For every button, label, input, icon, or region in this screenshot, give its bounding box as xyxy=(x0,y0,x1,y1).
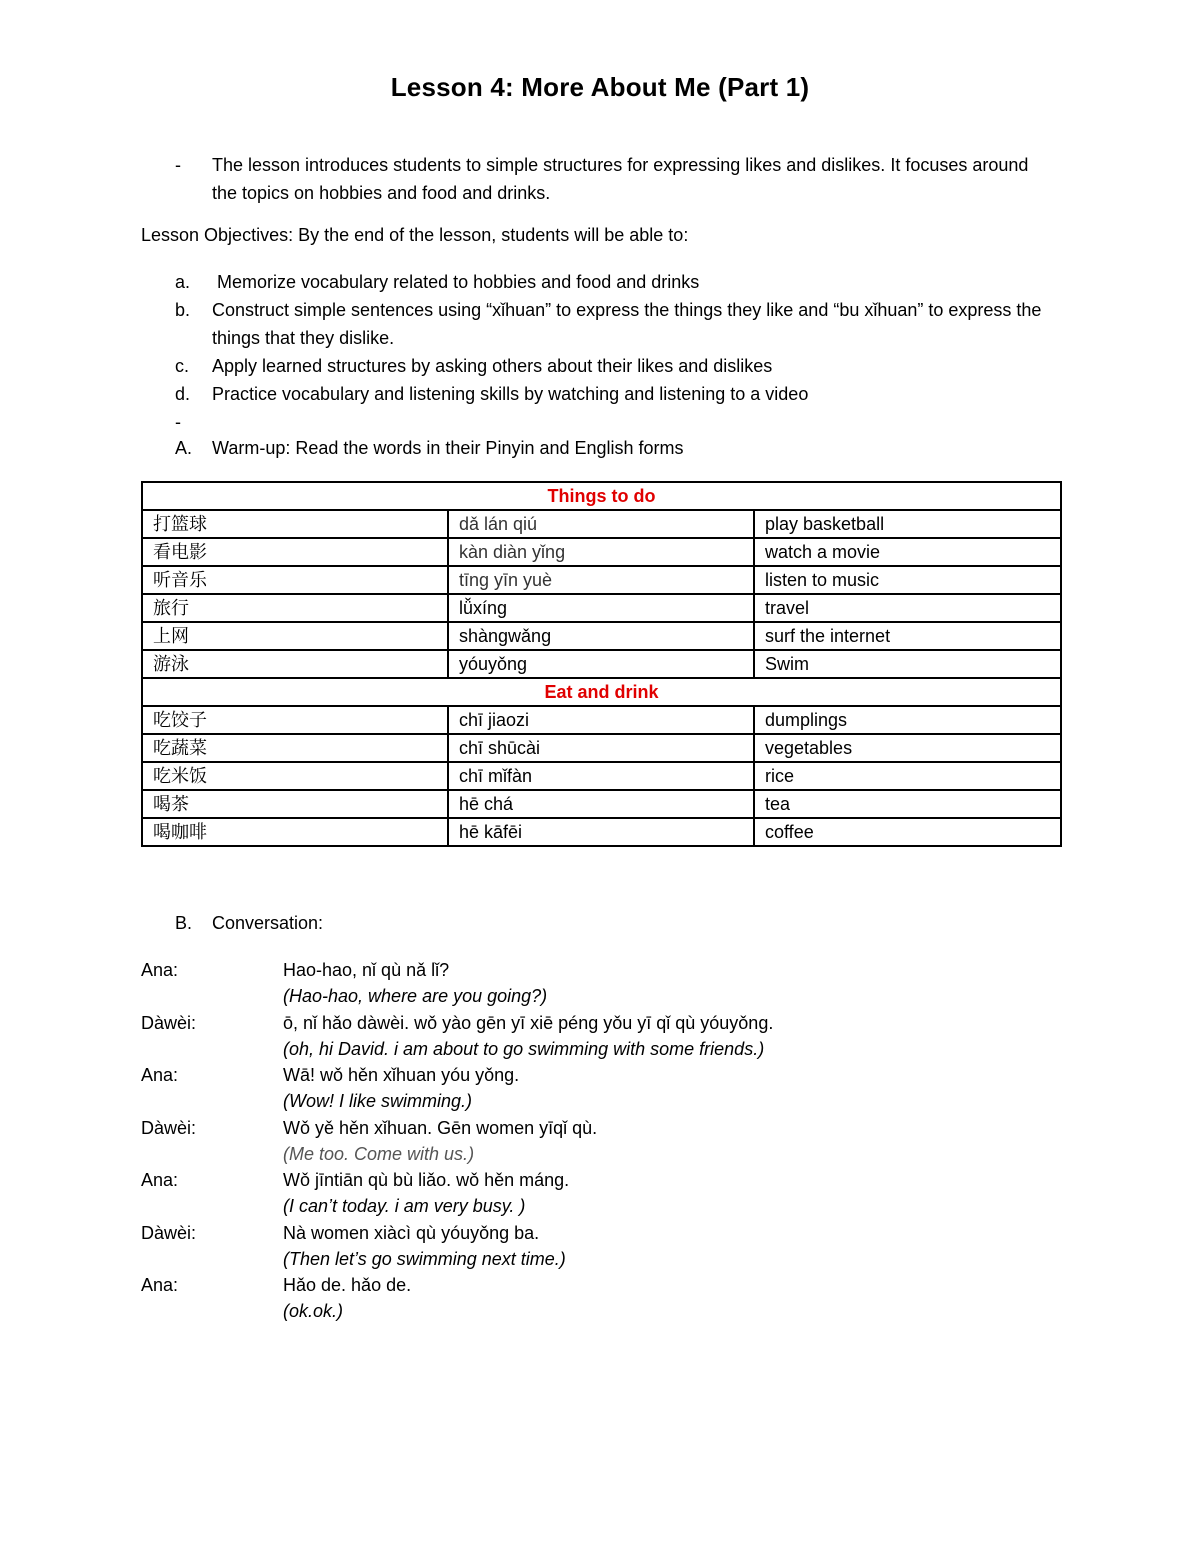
objective-text: Construct simple sentences using “xǐhuan” to express the things they like and “bu xǐhuan” to express the things that they dislike. xyxy=(212,300,1042,348)
objectives-list xyxy=(175,268,1055,436)
pinyin-cell: chī shūcài xyxy=(448,734,754,762)
hanzi-cell: 打篮球 xyxy=(142,510,448,538)
objective-item xyxy=(175,352,1055,380)
dialogue-translation: (I can’t today. i am very busy. ) xyxy=(283,1196,526,1216)
table-row xyxy=(142,818,1061,846)
pinyin-cell: tīng yīn yuè xyxy=(448,566,754,594)
pinyin-cell: kàn diàn yǐng xyxy=(448,538,754,566)
english-cell: listen to music xyxy=(754,566,1061,594)
objective-item xyxy=(175,380,1055,408)
pinyin-cell: chī mǐfàn xyxy=(448,762,754,790)
hanzi-cell: 喝茶 xyxy=(142,790,448,818)
table-row xyxy=(142,538,1061,566)
dialogue-turn xyxy=(141,1115,1041,1168)
objective-text: Apply learned structures by asking others about their likes and dislikes xyxy=(212,356,773,376)
conversation-letter: B. xyxy=(175,913,193,933)
objective-letter: c. xyxy=(175,356,190,376)
objective-item xyxy=(175,296,1055,352)
hanzi-cell: 吃米饭 xyxy=(142,762,448,790)
english-cell: dumplings xyxy=(754,706,1061,734)
objective-letter: d. xyxy=(175,384,191,404)
pinyin-cell: hē chá xyxy=(448,790,754,818)
objective-letter: a. xyxy=(175,272,191,292)
table-section-row xyxy=(142,678,1061,706)
table-row xyxy=(142,762,1061,790)
speaker-name: Dàwèi: xyxy=(141,1117,197,1138)
dialogue-turn xyxy=(141,957,1041,1010)
speaker-name: Dàwèi: xyxy=(141,1012,197,1033)
objective-item xyxy=(175,268,1055,296)
dialogue-translation: (Me too. Come with us.) xyxy=(283,1143,475,1164)
dialogue-line: Hǎo de. hǎo de. xyxy=(283,1275,412,1295)
dialogue-translation: (ok.ok.) xyxy=(283,1301,344,1321)
table-row xyxy=(142,790,1061,818)
section-header-eat-and-drink: Eat and drink xyxy=(142,678,1061,706)
dialogue-translation: (Then let’s go swimming next time.) xyxy=(283,1248,566,1269)
objective-text: Memorize vocabulary related to hobbies and food and drinks xyxy=(212,272,700,292)
english-cell: rice xyxy=(754,762,1061,790)
english-cell: surf the internet xyxy=(754,622,1061,650)
english-cell: vegetables xyxy=(754,734,1061,762)
table-row xyxy=(142,734,1061,762)
objective-item xyxy=(175,408,1055,436)
english-cell: tea xyxy=(754,790,1061,818)
objective-letter: b. xyxy=(175,300,191,320)
dialogue-translation: (oh, hi David. i am about to go swimming with some friends.) xyxy=(283,1038,765,1059)
dialogue-translation: (Hao-hao, where are you going?) xyxy=(283,986,548,1006)
english-cell: travel xyxy=(754,594,1061,622)
hanzi-cell: 旅行 xyxy=(142,594,448,622)
speaker-name: Dàwèi: xyxy=(141,1222,197,1243)
dialogue-line: Wā! wǒ hěn xǐhuan yóu yǒng. xyxy=(283,1065,520,1085)
english-cell: coffee xyxy=(754,818,1061,846)
table-section-row xyxy=(142,482,1061,510)
intro-bullet: - xyxy=(175,155,181,175)
hanzi-cell: 吃蔬菜 xyxy=(142,734,448,762)
dialogue-line: Wǒ jīntiān qù bù liǎo. wǒ hěn máng. xyxy=(283,1170,570,1190)
dialogue-turn xyxy=(141,1220,1041,1273)
speaker-name: Ana: xyxy=(141,960,179,980)
english-cell: play basketball xyxy=(754,510,1061,538)
hanzi-cell: 喝咖啡 xyxy=(142,818,448,846)
hanzi-cell: 听音乐 xyxy=(142,566,448,594)
hanzi-cell: 上网 xyxy=(142,622,448,650)
page-title: Lesson 4: More About Me (Part 1) xyxy=(390,72,810,102)
dialogue-turn xyxy=(141,1272,1041,1325)
warmup-text: Warm-up: Read the words in their Pinyin and English forms xyxy=(212,438,684,458)
speaker-name: Ana: xyxy=(141,1170,179,1190)
hanzi-cell: 游泳 xyxy=(142,650,448,678)
dialogue-line: Wǒ yě hěn xǐhuan. Gēn women yīqǐ qù. xyxy=(283,1117,598,1138)
conversation-block xyxy=(141,957,1041,1325)
table-row xyxy=(142,622,1061,650)
pinyin-cell: hē kāfēi xyxy=(448,818,754,846)
dialogue-translation: (Wow! I like swimming.) xyxy=(283,1091,473,1111)
pinyin-cell: lǚxíng xyxy=(448,594,754,622)
dialogue-line: Nà women xiàcì qù yóuyǒng ba. xyxy=(283,1222,540,1243)
speaker-name: Ana: xyxy=(141,1275,179,1295)
objectives-heading: Lesson Objectives: By the end of the lesson, students will be able to: xyxy=(141,225,689,245)
hanzi-cell: 吃饺子 xyxy=(142,706,448,734)
warmup-letter: A. xyxy=(175,438,193,458)
english-cell: Swim xyxy=(754,650,1061,678)
vocabulary-table xyxy=(141,481,1062,847)
dialogue-turn xyxy=(141,1010,1041,1063)
table-row xyxy=(142,510,1061,538)
table-row xyxy=(142,650,1061,678)
english-cell: watch a movie xyxy=(754,538,1061,566)
pinyin-cell: chī jiaozi xyxy=(448,706,754,734)
section-header-things-to-do: Things to do xyxy=(142,482,1061,510)
hanzi-cell: 看电影 xyxy=(142,538,448,566)
speaker-name: Ana: xyxy=(141,1065,179,1085)
pinyin-cell: yóuyǒng xyxy=(448,650,754,678)
table-row xyxy=(142,594,1061,622)
dialogue-line: Hao-hao, nǐ qù nǎ lǐ? xyxy=(283,960,450,980)
intro-text: The lesson introduces students to simple structures for expressing likes and dislikes. It focuses around the topics on hobbies and food and drinks. xyxy=(212,155,1029,203)
objective-text: Practice vocabulary and listening skills by watching and listening to a video xyxy=(212,384,809,404)
dialogue-turn xyxy=(141,1167,1041,1220)
table-row xyxy=(142,566,1061,594)
dialogue-turn xyxy=(141,1062,1041,1115)
dialogue-line: ō, nǐ hǎo dàwèi. wǒ yào gēn yī xiē péng yǒu yī qǐ qù yóuyǒng. xyxy=(283,1012,774,1033)
objective-dash: - xyxy=(175,412,181,432)
table-row xyxy=(142,706,1061,734)
conversation-title: Conversation: xyxy=(212,913,324,933)
pinyin-cell: shàngwǎng xyxy=(448,622,754,650)
pinyin-cell: dǎ lán qiú xyxy=(448,510,754,538)
